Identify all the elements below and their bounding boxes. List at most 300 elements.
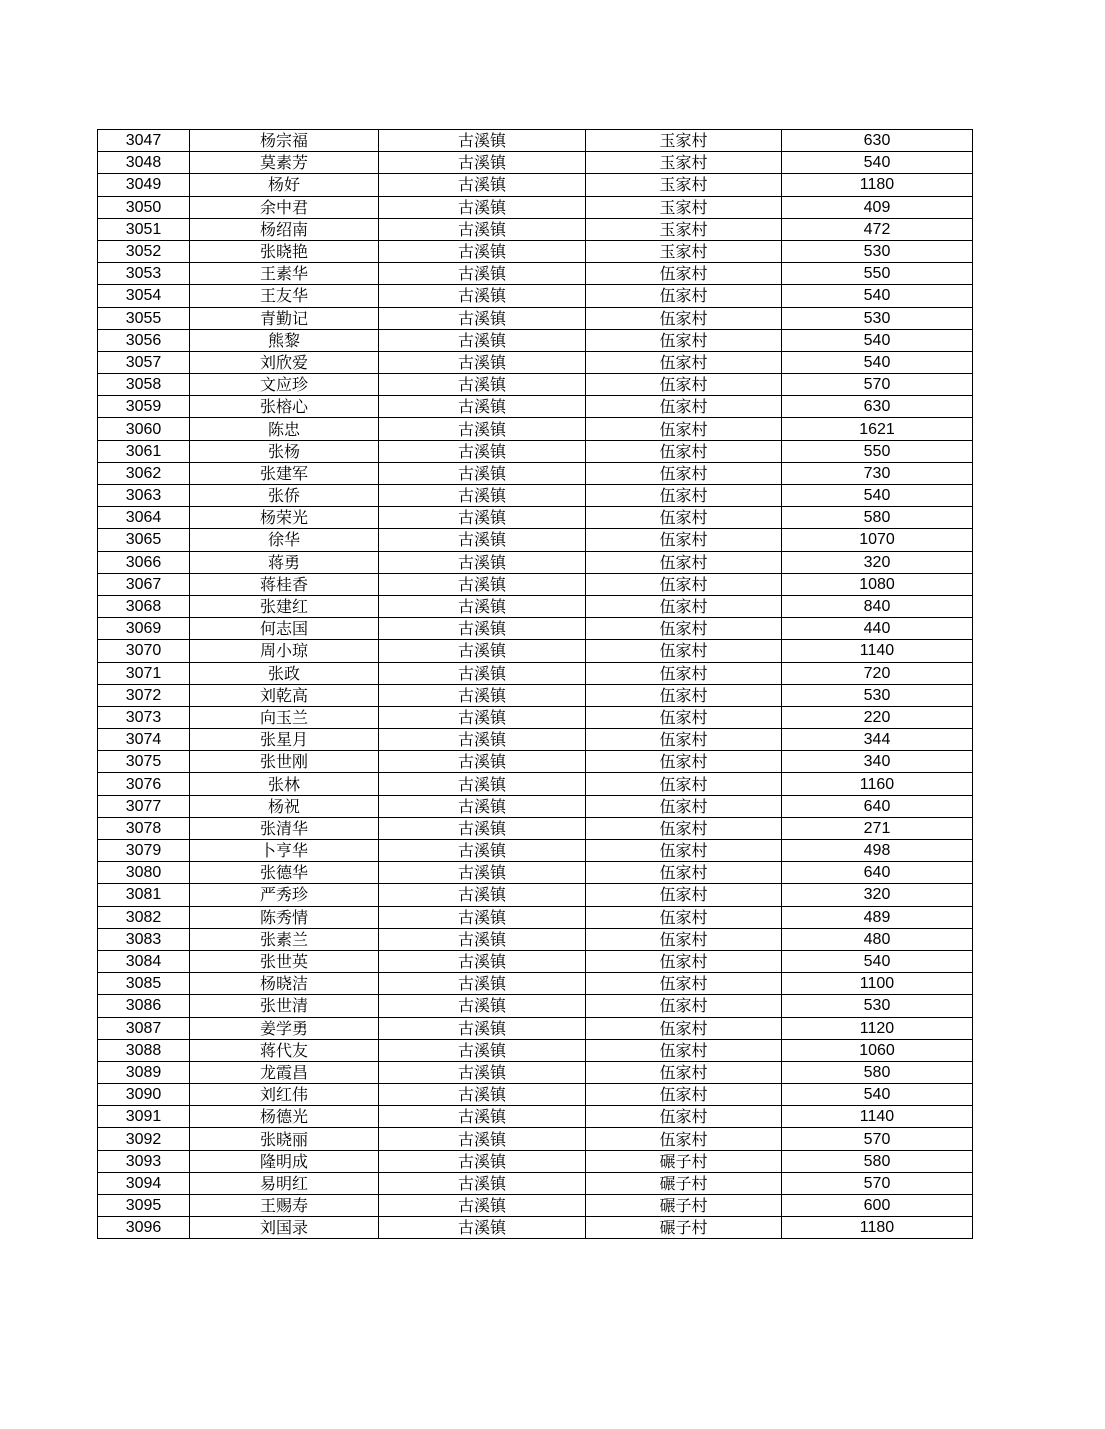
- amount-cell: 540: [782, 351, 973, 373]
- town-cell: 古溪镇: [379, 374, 586, 396]
- amount-cell: 530: [782, 307, 973, 329]
- village-cell: 伍家村: [586, 840, 782, 862]
- table-row: [98, 640, 973, 662]
- name-cell: 杨晓洁: [190, 973, 379, 995]
- table-row: [98, 485, 973, 507]
- table-row: [98, 884, 973, 906]
- table-row: [98, 285, 973, 307]
- amount-cell: 580: [782, 1150, 973, 1172]
- town-cell: 古溪镇: [379, 817, 586, 839]
- town-cell: 古溪镇: [379, 263, 586, 285]
- village-cell: 伍家村: [586, 1039, 782, 1061]
- village-cell: 伍家村: [586, 795, 782, 817]
- record-number-cell: 3083: [98, 928, 190, 950]
- town-cell: 古溪镇: [379, 1217, 586, 1239]
- name-cell: 张杨: [190, 440, 379, 462]
- village-cell: 伍家村: [586, 307, 782, 329]
- name-cell: 陈忠: [190, 418, 379, 440]
- village-cell: 伍家村: [586, 973, 782, 995]
- record-number-cell: 3089: [98, 1061, 190, 1083]
- record-number-cell: 3084: [98, 950, 190, 972]
- name-cell: 严秀珍: [190, 884, 379, 906]
- name-cell: 蒋代友: [190, 1039, 379, 1061]
- town-cell: 古溪镇: [379, 729, 586, 751]
- name-cell: 文应珍: [190, 374, 379, 396]
- village-cell: 伍家村: [586, 351, 782, 373]
- record-number-cell: 3085: [98, 973, 190, 995]
- village-cell: 伍家村: [586, 329, 782, 351]
- record-number-cell: 3080: [98, 862, 190, 884]
- village-cell: 碾子村: [586, 1195, 782, 1217]
- town-cell: 古溪镇: [379, 884, 586, 906]
- village-cell: 伍家村: [586, 906, 782, 928]
- amount-cell: 530: [782, 240, 973, 262]
- town-cell: 古溪镇: [379, 351, 586, 373]
- amount-cell: 570: [782, 1128, 973, 1150]
- record-number-cell: 3071: [98, 662, 190, 684]
- amount-cell: 720: [782, 662, 973, 684]
- table-row: [98, 218, 973, 240]
- town-cell: 古溪镇: [379, 573, 586, 595]
- town-cell: 古溪镇: [379, 1172, 586, 1194]
- town-cell: 古溪镇: [379, 174, 586, 196]
- village-cell: 伍家村: [586, 1128, 782, 1150]
- table-row: [98, 795, 973, 817]
- name-cell: 张素兰: [190, 928, 379, 950]
- table-row: [98, 906, 973, 928]
- amount-cell: 1621: [782, 418, 973, 440]
- record-number-cell: 3092: [98, 1128, 190, 1150]
- amount-cell: 1140: [782, 640, 973, 662]
- table-row: [98, 817, 973, 839]
- name-cell: 蒋勇: [190, 551, 379, 573]
- amount-cell: 570: [782, 374, 973, 396]
- table-row: [98, 1061, 973, 1083]
- name-cell: 何志国: [190, 618, 379, 640]
- name-cell: 蒋桂香: [190, 573, 379, 595]
- table-row: [98, 1084, 973, 1106]
- amount-cell: 630: [782, 130, 973, 152]
- data-table: [97, 129, 973, 1239]
- amount-cell: 540: [782, 329, 973, 351]
- town-cell: 古溪镇: [379, 329, 586, 351]
- amount-cell: 1120: [782, 1017, 973, 1039]
- record-number-cell: 3057: [98, 351, 190, 373]
- amount-cell: 530: [782, 684, 973, 706]
- table-row: [98, 595, 973, 617]
- village-cell: 伍家村: [586, 751, 782, 773]
- amount-cell: 630: [782, 396, 973, 418]
- village-cell: 伍家村: [586, 1017, 782, 1039]
- town-cell: 古溪镇: [379, 1017, 586, 1039]
- record-number-cell: 3070: [98, 640, 190, 662]
- amount-cell: 540: [782, 485, 973, 507]
- town-cell: 古溪镇: [379, 285, 586, 307]
- record-number-cell: 3073: [98, 706, 190, 728]
- village-cell: 伍家村: [586, 884, 782, 906]
- amount-cell: 540: [782, 152, 973, 174]
- table-row: [98, 706, 973, 728]
- table-row: [98, 418, 973, 440]
- table-row: [98, 751, 973, 773]
- record-number-cell: 3079: [98, 840, 190, 862]
- village-cell: 伍家村: [586, 263, 782, 285]
- village-cell: 伍家村: [586, 1061, 782, 1083]
- name-cell: 刘乾高: [190, 684, 379, 706]
- table-row: [98, 573, 973, 595]
- name-cell: 张德华: [190, 862, 379, 884]
- amount-cell: 344: [782, 729, 973, 751]
- town-cell: 古溪镇: [379, 130, 586, 152]
- table-row: [98, 174, 973, 196]
- record-number-cell: 3088: [98, 1039, 190, 1061]
- record-number-cell: 3047: [98, 130, 190, 152]
- village-cell: 伍家村: [586, 396, 782, 418]
- town-cell: 古溪镇: [379, 307, 586, 329]
- name-cell: 杨宗福: [190, 130, 379, 152]
- name-cell: 张建军: [190, 462, 379, 484]
- name-cell: 张政: [190, 662, 379, 684]
- table-row: [98, 840, 973, 862]
- village-cell: 伍家村: [586, 418, 782, 440]
- record-number-cell: 3055: [98, 307, 190, 329]
- name-cell: 莫素芳: [190, 152, 379, 174]
- name-cell: 张清华: [190, 817, 379, 839]
- village-cell: 伍家村: [586, 507, 782, 529]
- town-cell: 古溪镇: [379, 440, 586, 462]
- town-cell: 古溪镇: [379, 795, 586, 817]
- table-row: [98, 1217, 973, 1239]
- amount-cell: 550: [782, 263, 973, 285]
- village-cell: 伍家村: [586, 551, 782, 573]
- village-cell: 玉家村: [586, 218, 782, 240]
- town-cell: 古溪镇: [379, 529, 586, 551]
- table-row: [98, 396, 973, 418]
- name-cell: 杨好: [190, 174, 379, 196]
- town-cell: 古溪镇: [379, 1195, 586, 1217]
- town-cell: 古溪镇: [379, 1150, 586, 1172]
- table-body: [98, 130, 973, 1239]
- village-cell: 伍家村: [586, 928, 782, 950]
- table-row: [98, 950, 973, 972]
- record-number-cell: 3049: [98, 174, 190, 196]
- town-cell: 古溪镇: [379, 751, 586, 773]
- table-row: [98, 263, 973, 285]
- amount-cell: 1160: [782, 773, 973, 795]
- amount-cell: 1140: [782, 1106, 973, 1128]
- record-number-cell: 3048: [98, 152, 190, 174]
- record-number-cell: 3064: [98, 507, 190, 529]
- village-cell: 伍家村: [586, 285, 782, 307]
- table-row: [98, 307, 973, 329]
- village-cell: 伍家村: [586, 485, 782, 507]
- name-cell: 易明红: [190, 1172, 379, 1194]
- town-cell: 古溪镇: [379, 551, 586, 573]
- record-number-cell: 3065: [98, 529, 190, 551]
- town-cell: 古溪镇: [379, 507, 586, 529]
- amount-cell: 540: [782, 285, 973, 307]
- table-row: [98, 240, 973, 262]
- amount-cell: 409: [782, 196, 973, 218]
- town-cell: 古溪镇: [379, 973, 586, 995]
- town-cell: 古溪镇: [379, 418, 586, 440]
- record-number-cell: 3082: [98, 906, 190, 928]
- village-cell: 伍家村: [586, 684, 782, 706]
- table-row: [98, 507, 973, 529]
- village-cell: 碾子村: [586, 1150, 782, 1172]
- name-cell: 周小琼: [190, 640, 379, 662]
- amount-cell: 580: [782, 1061, 973, 1083]
- table-row: [98, 374, 973, 396]
- table-row: [98, 329, 973, 351]
- village-cell: 伍家村: [586, 950, 782, 972]
- record-number-cell: 3050: [98, 196, 190, 218]
- table-row: [98, 928, 973, 950]
- town-cell: 古溪镇: [379, 595, 586, 617]
- table-row: [98, 995, 973, 1017]
- name-cell: 刘红伟: [190, 1084, 379, 1106]
- table-row: [98, 862, 973, 884]
- town-cell: 古溪镇: [379, 152, 586, 174]
- name-cell: 张世英: [190, 950, 379, 972]
- amount-cell: 640: [782, 795, 973, 817]
- village-cell: 玉家村: [586, 174, 782, 196]
- amount-cell: 580: [782, 507, 973, 529]
- name-cell: 龙霞昌: [190, 1061, 379, 1083]
- town-cell: 古溪镇: [379, 1039, 586, 1061]
- record-number-cell: 3053: [98, 263, 190, 285]
- name-cell: 卜亨华: [190, 840, 379, 862]
- amount-cell: 1070: [782, 529, 973, 551]
- town-cell: 古溪镇: [379, 862, 586, 884]
- town-cell: 古溪镇: [379, 950, 586, 972]
- table-row: [98, 440, 973, 462]
- village-cell: 伍家村: [586, 706, 782, 728]
- village-cell: 玉家村: [586, 152, 782, 174]
- table-row: [98, 551, 973, 573]
- table-row: [98, 1017, 973, 1039]
- table-row: [98, 618, 973, 640]
- record-number-cell: 3077: [98, 795, 190, 817]
- record-number-cell: 3058: [98, 374, 190, 396]
- name-cell: 张世刚: [190, 751, 379, 773]
- record-number-cell: 3075: [98, 751, 190, 773]
- amount-cell: 340: [782, 751, 973, 773]
- village-cell: 伍家村: [586, 817, 782, 839]
- record-number-cell: 3069: [98, 618, 190, 640]
- village-cell: 伍家村: [586, 573, 782, 595]
- village-cell: 碾子村: [586, 1172, 782, 1194]
- table-row: [98, 1195, 973, 1217]
- name-cell: 杨祝: [190, 795, 379, 817]
- record-number-cell: 3056: [98, 329, 190, 351]
- village-cell: 伍家村: [586, 1084, 782, 1106]
- town-cell: 古溪镇: [379, 840, 586, 862]
- record-number-cell: 3074: [98, 729, 190, 751]
- name-cell: 张林: [190, 773, 379, 795]
- name-cell: 向玉兰: [190, 706, 379, 728]
- record-number-cell: 3076: [98, 773, 190, 795]
- town-cell: 古溪镇: [379, 462, 586, 484]
- amount-cell: 498: [782, 840, 973, 862]
- table-row: [98, 351, 973, 373]
- town-cell: 古溪镇: [379, 906, 586, 928]
- amount-cell: 840: [782, 595, 973, 617]
- table-row: [98, 662, 973, 684]
- amount-cell: 730: [782, 462, 973, 484]
- village-cell: 伍家村: [586, 640, 782, 662]
- name-cell: 徐华: [190, 529, 379, 551]
- record-number-cell: 3068: [98, 595, 190, 617]
- village-cell: 玉家村: [586, 196, 782, 218]
- table-row: [98, 684, 973, 706]
- town-cell: 古溪镇: [379, 773, 586, 795]
- table-row: [98, 152, 973, 174]
- name-cell: 杨德光: [190, 1106, 379, 1128]
- record-number-cell: 3087: [98, 1017, 190, 1039]
- name-cell: 刘欣爱: [190, 351, 379, 373]
- amount-cell: 220: [782, 706, 973, 728]
- name-cell: 王赐寿: [190, 1195, 379, 1217]
- town-cell: 古溪镇: [379, 485, 586, 507]
- table-row: [98, 1128, 973, 1150]
- record-number-cell: 3059: [98, 396, 190, 418]
- name-cell: 隆明成: [190, 1150, 379, 1172]
- name-cell: 张晓艳: [190, 240, 379, 262]
- table-row: [98, 196, 973, 218]
- record-number-cell: 3096: [98, 1217, 190, 1239]
- village-cell: 伍家村: [586, 995, 782, 1017]
- name-cell: 王素华: [190, 263, 379, 285]
- town-cell: 古溪镇: [379, 396, 586, 418]
- town-cell: 古溪镇: [379, 1084, 586, 1106]
- amount-cell: 440: [782, 618, 973, 640]
- record-number-cell: 3060: [98, 418, 190, 440]
- town-cell: 古溪镇: [379, 684, 586, 706]
- table-row: [98, 1150, 973, 1172]
- name-cell: 王友华: [190, 285, 379, 307]
- table-row: [98, 1106, 973, 1128]
- village-cell: 碾子村: [586, 1217, 782, 1239]
- name-cell: 陈秀情: [190, 906, 379, 928]
- name-cell: 张榕心: [190, 396, 379, 418]
- amount-cell: 1180: [782, 174, 973, 196]
- amount-cell: 530: [782, 995, 973, 1017]
- village-cell: 伍家村: [586, 440, 782, 462]
- record-number-cell: 3086: [98, 995, 190, 1017]
- amount-cell: 472: [782, 218, 973, 240]
- town-cell: 古溪镇: [379, 640, 586, 662]
- name-cell: 张世清: [190, 995, 379, 1017]
- amount-cell: 480: [782, 928, 973, 950]
- village-cell: 伍家村: [586, 374, 782, 396]
- amount-cell: 320: [782, 551, 973, 573]
- amount-cell: 320: [782, 884, 973, 906]
- town-cell: 古溪镇: [379, 1128, 586, 1150]
- amount-cell: 600: [782, 1195, 973, 1217]
- record-number-cell: 3090: [98, 1084, 190, 1106]
- table-row: [98, 1172, 973, 1194]
- record-number-cell: 3066: [98, 551, 190, 573]
- town-cell: 古溪镇: [379, 1061, 586, 1083]
- town-cell: 古溪镇: [379, 995, 586, 1017]
- name-cell: 青勤记: [190, 307, 379, 329]
- amount-cell: 1060: [782, 1039, 973, 1061]
- name-cell: 张晓丽: [190, 1128, 379, 1150]
- village-cell: 伍家村: [586, 662, 782, 684]
- amount-cell: 540: [782, 1084, 973, 1106]
- town-cell: 古溪镇: [379, 1106, 586, 1128]
- record-number-cell: 3061: [98, 440, 190, 462]
- table-row: [98, 973, 973, 995]
- amount-cell: 489: [782, 906, 973, 928]
- record-number-cell: 3095: [98, 1195, 190, 1217]
- name-cell: 刘国录: [190, 1217, 379, 1239]
- record-number-cell: 3091: [98, 1106, 190, 1128]
- name-cell: 张侨: [190, 485, 379, 507]
- town-cell: 古溪镇: [379, 240, 586, 262]
- amount-cell: 570: [782, 1172, 973, 1194]
- record-number-cell: 3052: [98, 240, 190, 262]
- table-row: [98, 773, 973, 795]
- amount-cell: 550: [782, 440, 973, 462]
- town-cell: 古溪镇: [379, 662, 586, 684]
- table-row: [98, 729, 973, 751]
- name-cell: 熊黎: [190, 329, 379, 351]
- village-cell: 伍家村: [586, 862, 782, 884]
- amount-cell: 1180: [782, 1217, 973, 1239]
- name-cell: 张建红: [190, 595, 379, 617]
- name-cell: 张星月: [190, 729, 379, 751]
- amount-cell: 640: [782, 862, 973, 884]
- record-number-cell: 3067: [98, 573, 190, 595]
- village-cell: 伍家村: [586, 618, 782, 640]
- table-row: [98, 130, 973, 152]
- name-cell: 姜学勇: [190, 1017, 379, 1039]
- name-cell: 杨荣光: [190, 507, 379, 529]
- table-row: [98, 1039, 973, 1061]
- village-cell: 伍家村: [586, 773, 782, 795]
- record-number-cell: 3062: [98, 462, 190, 484]
- town-cell: 古溪镇: [379, 928, 586, 950]
- village-cell: 玉家村: [586, 240, 782, 262]
- village-cell: 玉家村: [586, 130, 782, 152]
- record-number-cell: 3081: [98, 884, 190, 906]
- town-cell: 古溪镇: [379, 706, 586, 728]
- town-cell: 古溪镇: [379, 218, 586, 240]
- record-number-cell: 3072: [98, 684, 190, 706]
- record-number-cell: 3063: [98, 485, 190, 507]
- record-number-cell: 3094: [98, 1172, 190, 1194]
- table-row: [98, 529, 973, 551]
- amount-cell: 271: [782, 817, 973, 839]
- amount-cell: 1080: [782, 573, 973, 595]
- table-row: [98, 462, 973, 484]
- town-cell: 古溪镇: [379, 196, 586, 218]
- amount-cell: 540: [782, 950, 973, 972]
- record-number-cell: 3054: [98, 285, 190, 307]
- record-number-cell: 3051: [98, 218, 190, 240]
- village-cell: 伍家村: [586, 1106, 782, 1128]
- record-number-cell: 3093: [98, 1150, 190, 1172]
- village-cell: 伍家村: [586, 462, 782, 484]
- name-cell: 杨绍南: [190, 218, 379, 240]
- town-cell: 古溪镇: [379, 618, 586, 640]
- village-cell: 伍家村: [586, 595, 782, 617]
- village-cell: 伍家村: [586, 529, 782, 551]
- village-cell: 伍家村: [586, 729, 782, 751]
- amount-cell: 1100: [782, 973, 973, 995]
